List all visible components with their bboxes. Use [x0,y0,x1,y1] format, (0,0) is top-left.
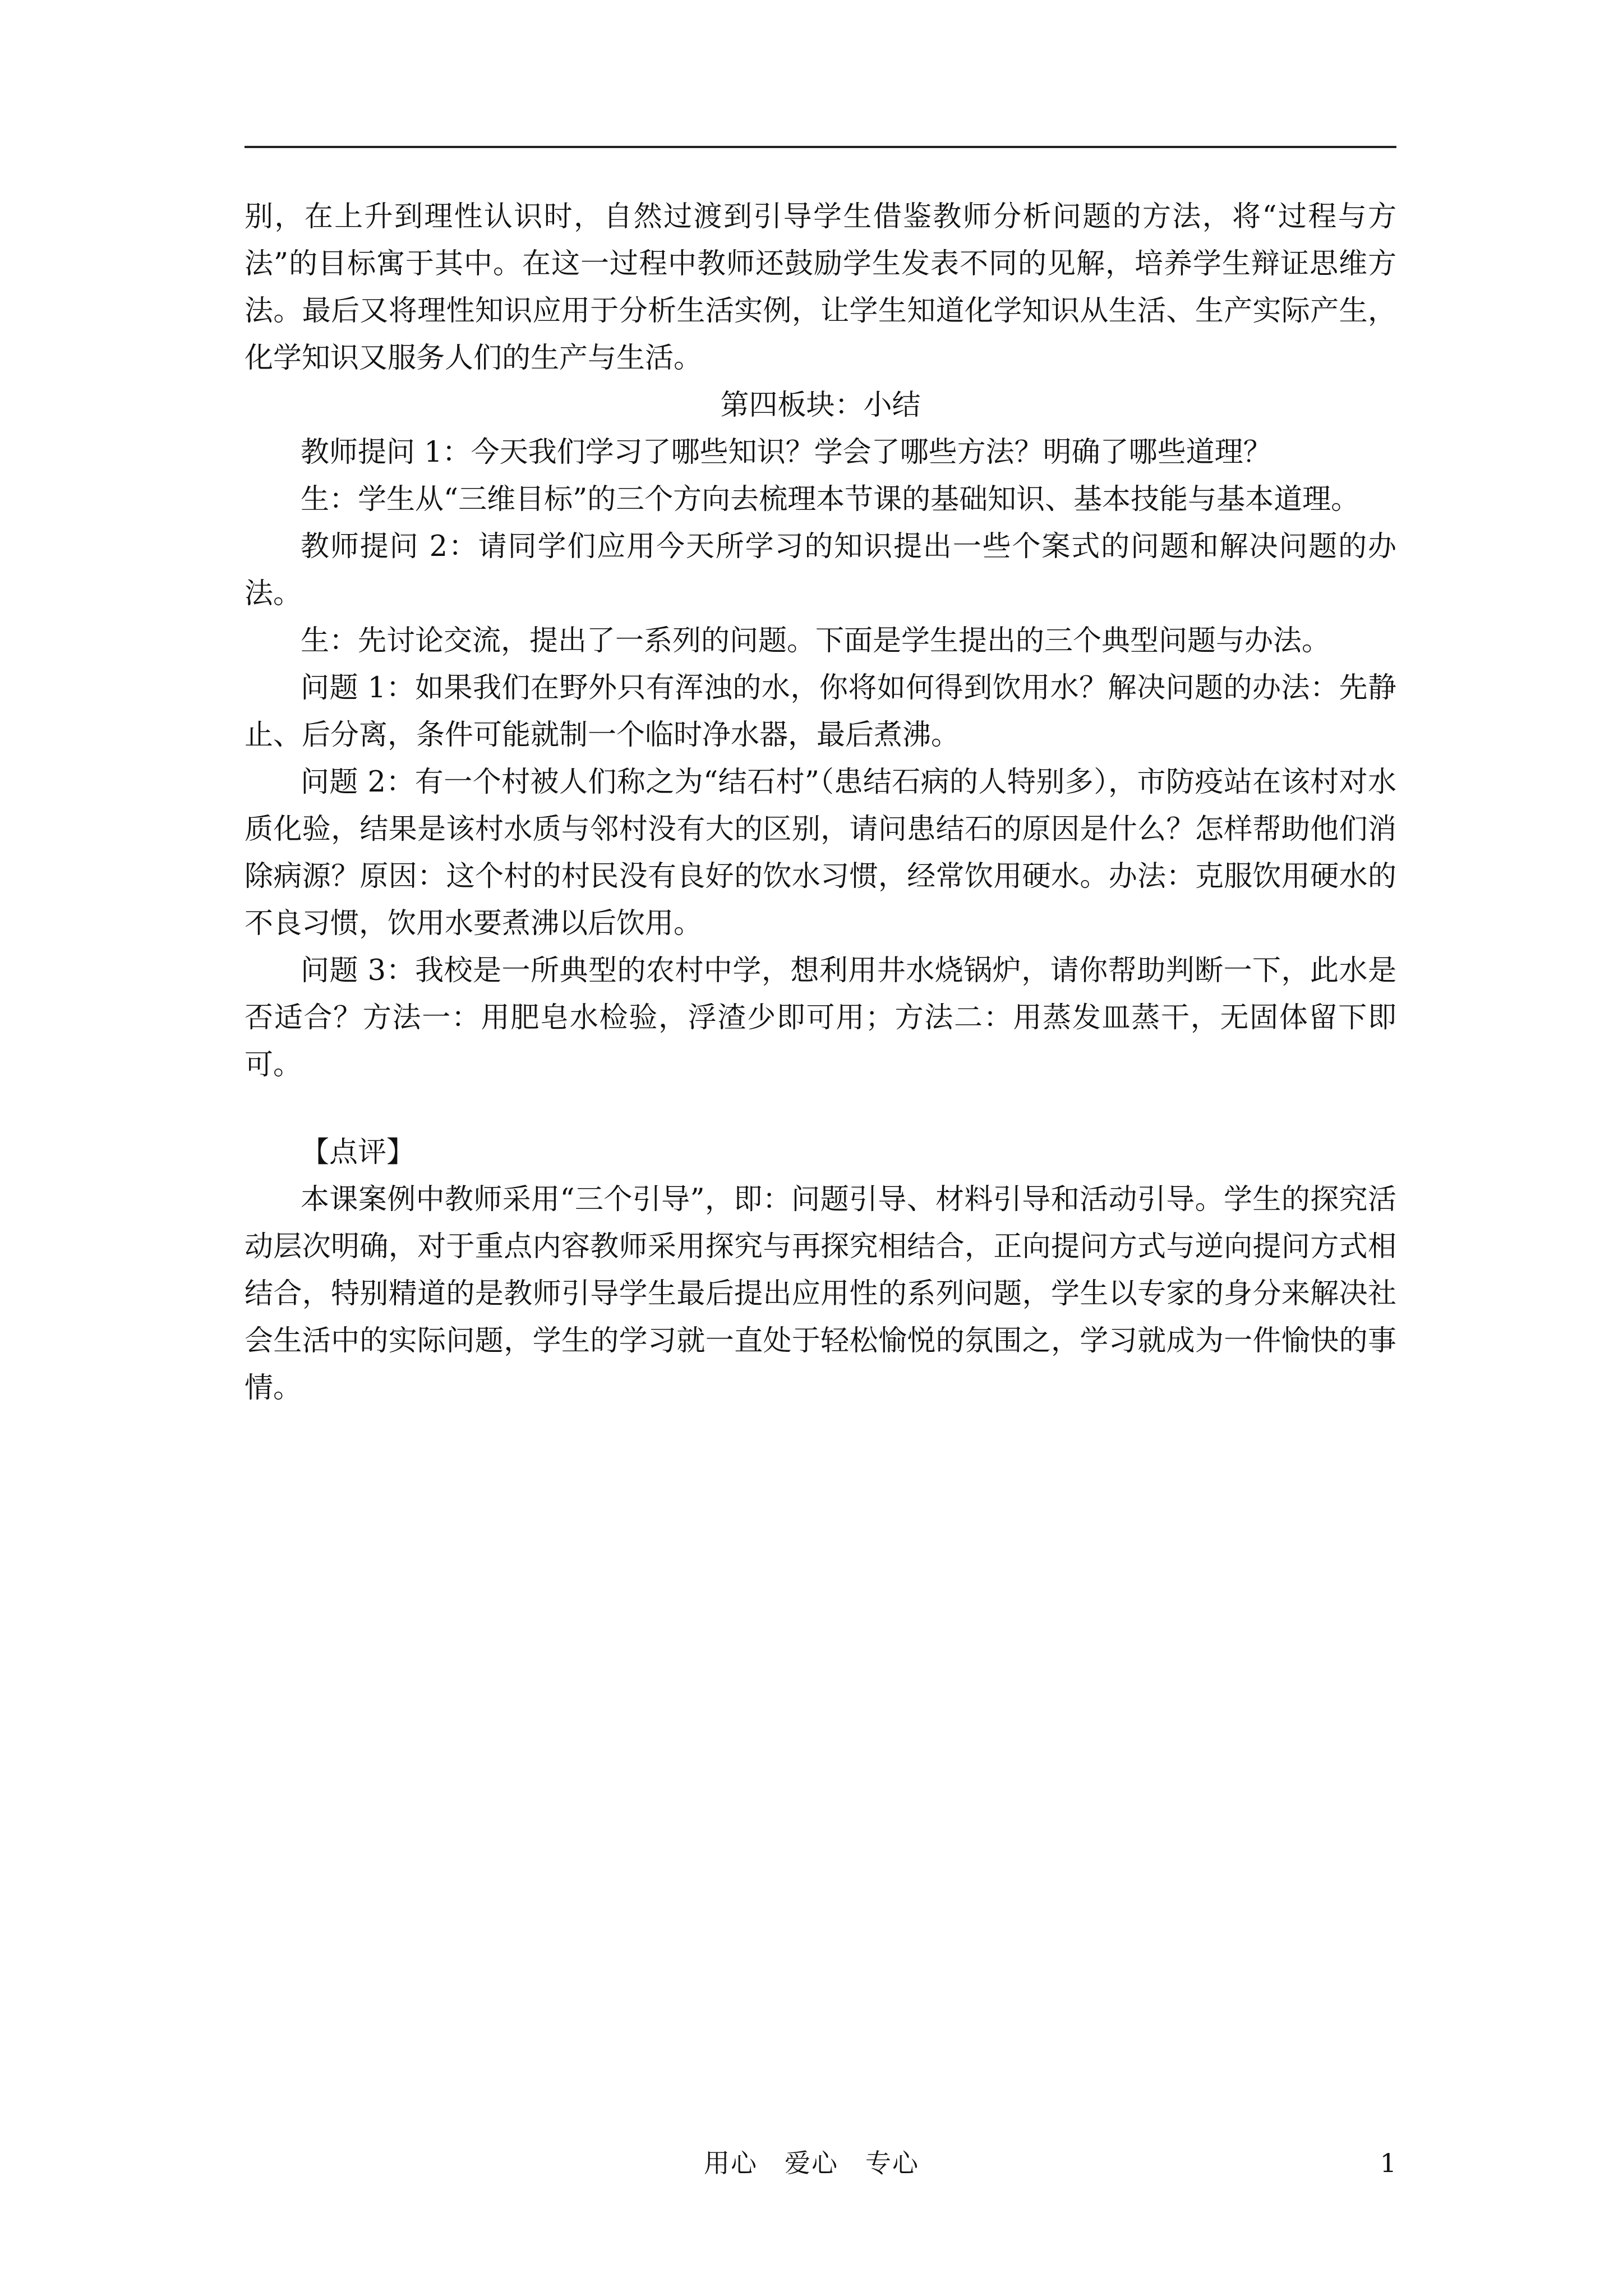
problem-1: 问题 1：如果我们在野外只有浑浊的水，你将如何得到饮用水？解决问题的办法：先静止、后分离，条件可能就制一个临时净水器，最后煮沸。 [245,671,1396,752]
section-title: 第四板块：小结 [720,389,921,422]
page-number: 1 [1380,2148,1396,2178]
document-body [245,194,1396,1412]
comment-title: 【点评】 [301,1136,416,1169]
student-answer-2: 生：先讨论交流，提出了一系列的问题。下面是学生提出的三个典型问题与办法。 [301,624,1331,657]
problem-3: 问题 3：我校是一所典型的农村中学，想利用井水烧锅炉，请你帮助判断一下，此水是否适合？方法一：用肥皂水检验，浮渣少即可用；方法二：用蒸发皿蒸干，无固体留下即可。 [245,954,1396,1082]
teacher-question-1: 教师提问 1：今天我们学习了哪些知识？学会了哪些方法？明确了哪些道理？ [301,436,1272,469]
teacher-question-2: 教师提问 2：请同学们应用今天所学习的知识提出一些个案式的问题和解决问题的办法。 [245,530,1396,610]
comment-paragraph: 本课案例中教师采用“三个引导”，即：问题引导、材料引导和活动引导。学生的探究活动层次明确，对于重点内容教师采用探究与再探究相结合，正向提问方式与逆向提问方式相结合，特别精道的是教师引导学生最后提出应用性的系列问题，学生以专家的身分来解决社会生活中的实际问题，学生的学习就一直处于轻松愉悦的氛围之，学习就成为一件愉快的事情。 [245,1183,1396,1405]
header-rule [245,146,1396,148]
intro-paragraph: 别，在上升到理性认识时，自然过渡到引导学生借鉴教师分析问题的方法，将“过程与方法”的目标寓于其中。在这一过程中教师还鼓励学生发表不同的见解，培养学生辩证思维方法。最后又将理性知识应用于分析生活实例，让学生知道化学知识从生活、生产实际产生，化学知识又服务人们的生产与生活。 [245,200,1396,375]
problem-2: 问题 2：有一个村被人们称之为“结石村”（患结石病的人特别多），市防疫站在该村对水质化验，结果是该村水质与邻村没有大的区别，请问患结石的原因是什么？怎样帮助他们消除病源？原因：这个村的村民没有良好的饮水习惯，经常饮用硬水。办法：克服饮用硬水的不良习惯，饮用水要煮沸以后饮用。 [245,766,1396,940]
footer-motto: 用心 爱心 专心 [704,2148,919,2178]
student-answer-1: 生：学生从“三维目标”的三个方向去梳理本节课的基础知识、基本技能与基本道理。 [301,483,1360,516]
